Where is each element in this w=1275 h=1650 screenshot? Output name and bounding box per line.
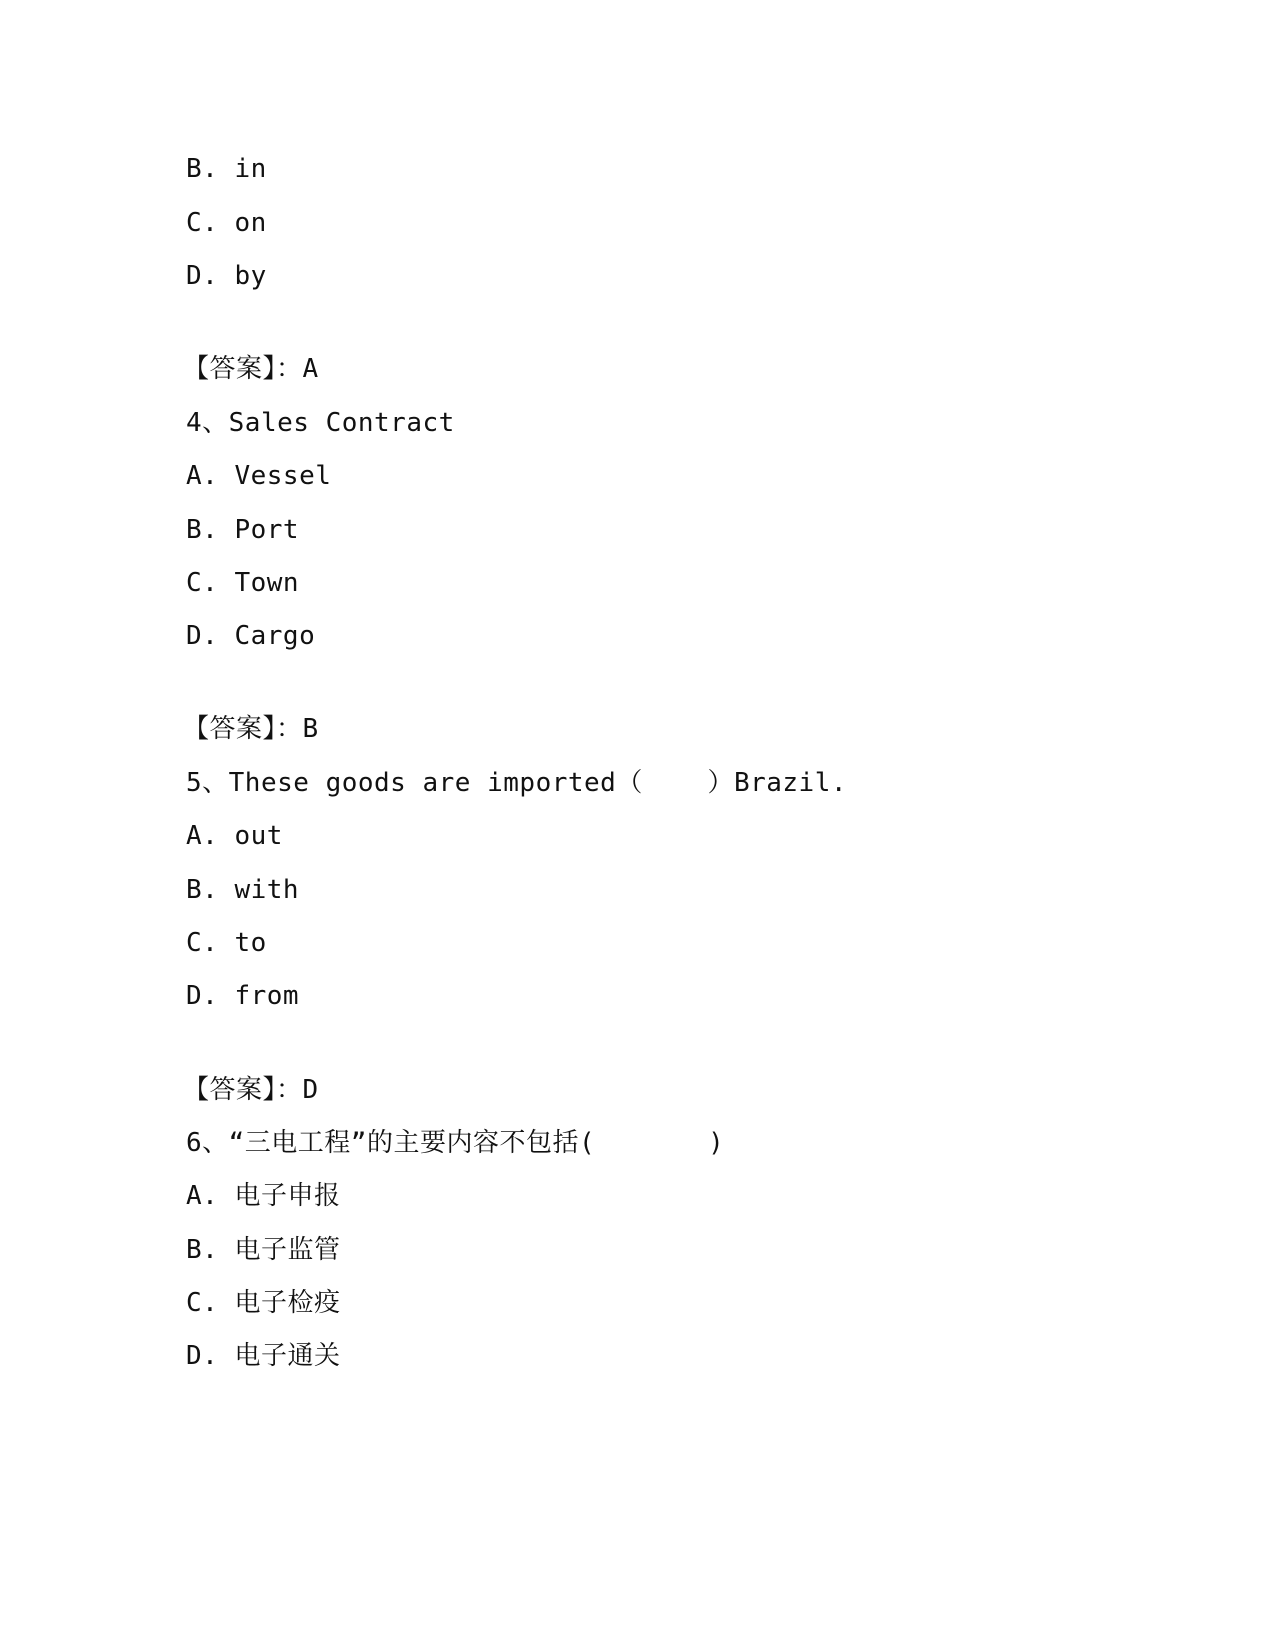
q5-answer: 【答案】：D: [183, 1075, 319, 1105]
q3-option-c: C. on: [186, 208, 267, 238]
q4-option-d: D. Cargo: [186, 621, 316, 651]
q6-stem: 6、“三电工程”的主要内容不包括( ): [186, 1128, 725, 1158]
q5-stem: 5、These goods are imported（ ）Brazil.: [186, 768, 848, 798]
q5-option-b: B. with: [186, 875, 300, 905]
q4-answer: 【答案】：B: [183, 714, 319, 744]
q5-option-c: C. to: [186, 928, 267, 958]
q4-option-c: C. Town: [186, 568, 300, 598]
q6-option-b: B. 电子监管: [186, 1235, 341, 1265]
q4-option-b: B. Port: [186, 515, 300, 545]
q6-option-d: D. 电子通关: [186, 1341, 341, 1371]
q6-option-c: C. 电子检疫: [186, 1288, 341, 1318]
q3-answer: 【答案】：A: [183, 354, 319, 384]
q5-option-a: A. out: [186, 821, 283, 851]
q3-option-b: B. in: [186, 154, 267, 184]
q3-option-d: D. by: [186, 261, 267, 291]
q6-option-a: A. 电子申报: [186, 1181, 341, 1211]
q4-option-a: A. Vessel: [186, 461, 332, 491]
q5-option-d: D. from: [186, 981, 300, 1011]
q4-stem: 4、Sales Contract: [186, 408, 455, 438]
